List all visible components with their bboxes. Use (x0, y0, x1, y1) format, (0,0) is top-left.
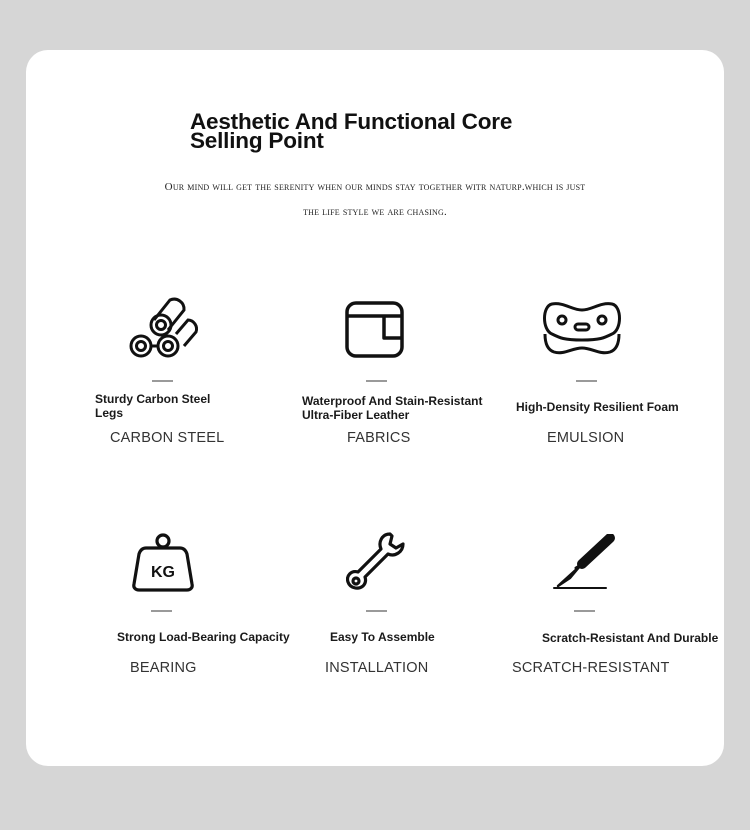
divider (576, 380, 597, 382)
kg-weight-icon (132, 532, 194, 592)
steel-pipes-icon (126, 292, 202, 362)
svg-text:KG: KG (151, 564, 175, 581)
feature-tag: CARBON STEEL (110, 430, 225, 446)
leather-wallet-icon (344, 300, 406, 360)
feature-label: Strong Load-Bearing Capacity (117, 630, 290, 644)
feature-tag: INSTALLATION (325, 660, 429, 676)
feature-tag: SCRATCH-RESISTANT (512, 660, 670, 676)
subtitle-line-2: the life style we are chasing. (303, 206, 447, 218)
title-line-2: Selling Point (190, 128, 324, 153)
page-title (190, 109, 513, 153)
divider (151, 610, 172, 612)
divider (366, 610, 387, 612)
divider (152, 380, 173, 382)
feature-label: Easy To Assemble (330, 630, 435, 644)
feature-tag: BEARING (130, 660, 197, 676)
feature-tag: EMULSION (547, 430, 625, 446)
divider (574, 610, 595, 612)
wrench-icon (346, 530, 406, 592)
feature-label: Sturdy Carbon Steel Legs (95, 392, 211, 420)
feature-label: High-Density Resilient Foam (516, 400, 679, 414)
feature-label: Waterproof And Stain-Resistant Ultra-Fiber Leather (302, 394, 483, 422)
subtitle-line-1: Our mind will get the serenity when our minds stay together witr naturp.which is just (164, 181, 586, 193)
feature-label: Scratch-Resistant And Durable (542, 631, 719, 645)
feature-tag: FABRICS (347, 430, 411, 446)
foam-sponge-icon (542, 300, 622, 358)
feature-card (26, 50, 724, 766)
scalpel-icon (552, 534, 616, 592)
divider (366, 380, 387, 382)
title-line-1: Aesthetic And Functional Core (190, 109, 513, 134)
